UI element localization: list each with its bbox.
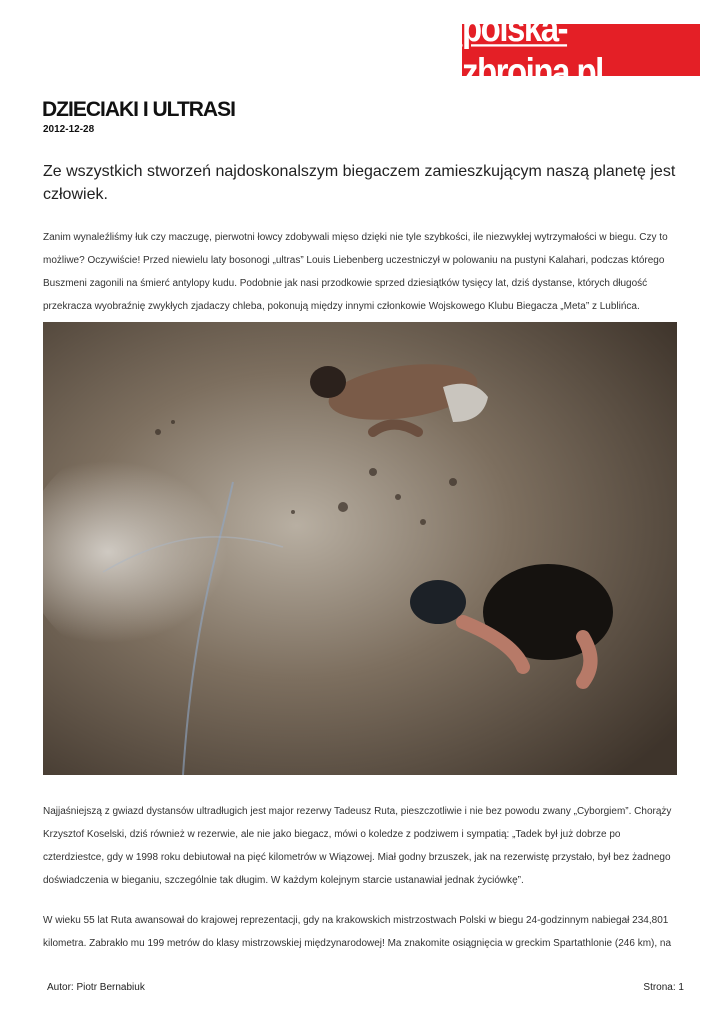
footer-author: Autor: Piotr Bernabiuk bbox=[47, 982, 145, 993]
article-paragraph-1: Zanim wynaleźliśmy łuk czy maczugę, pierwotni łowcy zdobywali mięso dzięki nie tyle szybkości, ile niezwykłej wytrzymałości w biegu. Czy to możliwe? Oczywiście! Przed niewielu laty bosonogi „ultras” Louis Liebenberg uczestniczył w polowaniu na pustyni Kalahari, podczas którego Buszmeni zagonili na śmierć antylopy kudu. Podobnie jak nasi przodkowie sprzed dziesiątków tysięcy lat, dziś dystanse, których długość przekracza wyobraźnię zwykłych zjadaczy chleba, pokonują między innymi członkowie Wojskowego Klubu Biegacza „Meta” z Lublińca. bbox=[43, 232, 668, 312]
site-logo[interactable] bbox=[462, 6, 700, 93]
logo-text: polska-zbrojna.pl bbox=[462, 6, 603, 93]
article-paragraph-3: W wieku 55 lat Ruta awansował do krajowej reprezentacji, gdy na krakowskich mistrzostwach Polski w biegu 24-godzinnym nabiegał 234,801 kilometra. Zabrakło mu 199 metrów do klasy mistrzowskiej międzynarodowej! Ma znakomite osiągnięcia w greckim Spartathlonie (246 km), na bbox=[43, 915, 672, 949]
article-photo bbox=[43, 322, 677, 775]
article-lead: Ze wszystkich stworzeń najdoskonalszym biegaczem zamieszkującym naszą planetę jest człowiek. bbox=[43, 163, 676, 203]
article-date: 2012-12-28 bbox=[43, 124, 95, 135]
footer-page-number: Strona: 1 bbox=[643, 982, 684, 993]
article-paragraph-2: Najjaśniejszą z gwiazd dystansów ultradługich jest major rezerwy Tadeusz Ruta, pieszczotliwie i nie bez powodu zwany „Cyborgiem”. Chorąży Krzysztof Koselski, dziś również w rezerwie, ale nie jako biegacz, mówi o koledze z podziwem i sympatią: „Tadek był już dobrze po czterdziestce, gdy w 1998 roku debiutował na pięć kilometrów w Wiązowej. Miał godny brzuszek, jak na rezerwistę przystało, był bez żadnego doświadczenia w bieganiu, szczególnie tak długim. W każdym kolejnym starcie ustanawiał jednak życiówkę”. bbox=[43, 806, 672, 886]
article-title: DZIECIAKI I ULTRASI bbox=[42, 98, 235, 121]
